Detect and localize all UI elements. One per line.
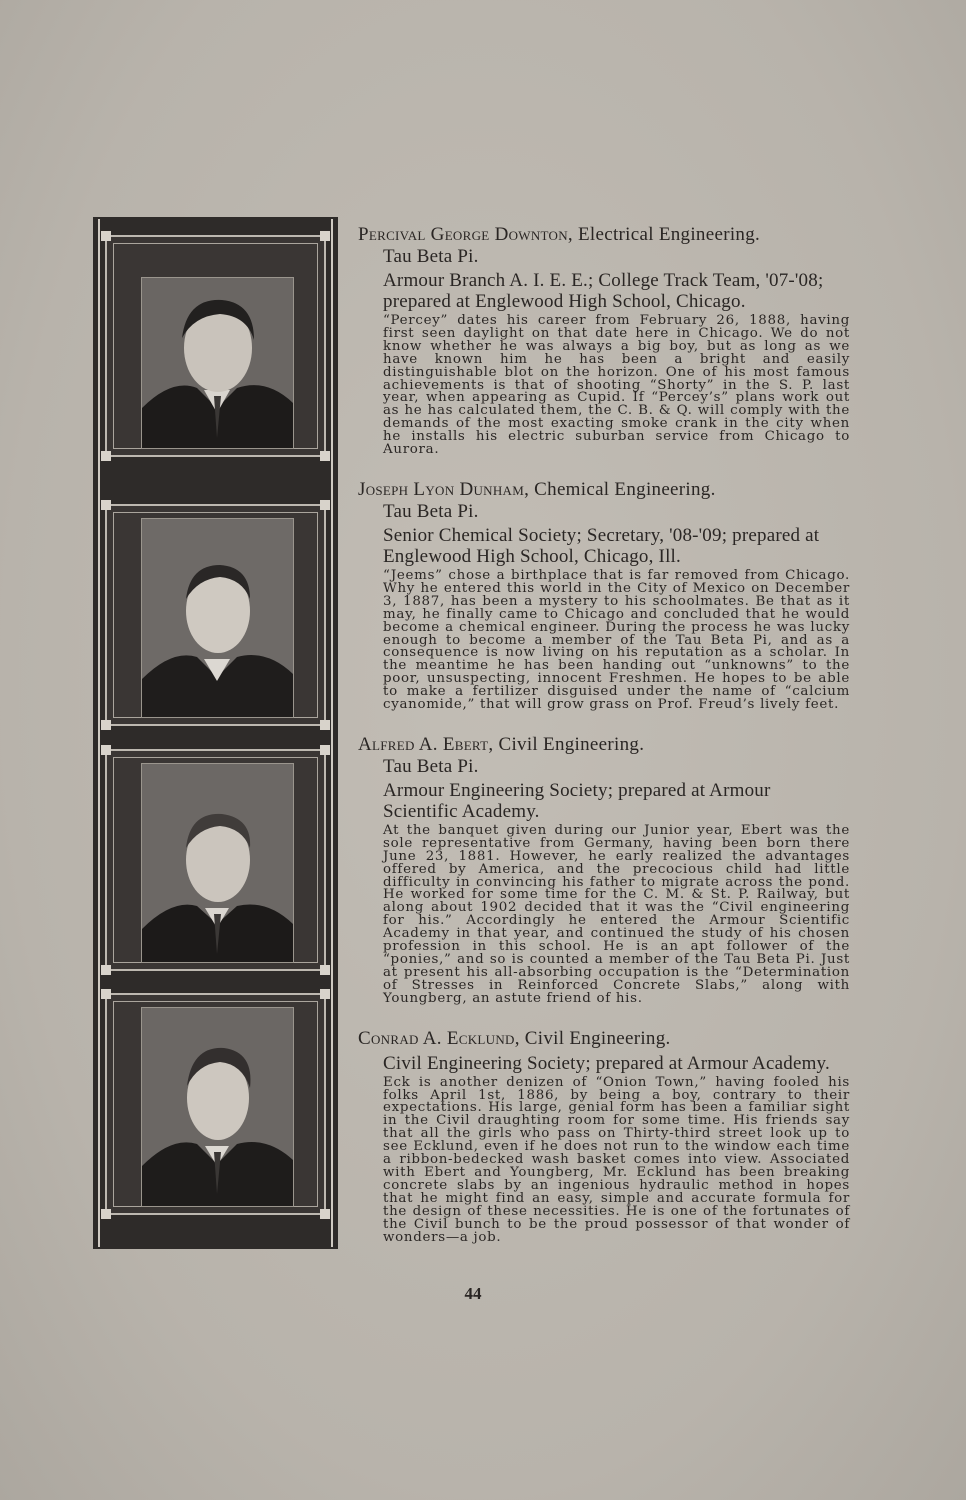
entry-activities: Armour Branch A. I. E. E.; College Track Team, '07-'08; prepared at Englewood High School, Chicago. [383, 270, 824, 312]
entry-name: Percival George Downton [358, 224, 568, 245]
entry-activities: Armour Engineering Society; prepared at Armour Scientific Academy. [383, 779, 771, 822]
portrait-photo [141, 518, 294, 718]
entry-ebert [358, 734, 850, 1006]
entry-department: , Electrical Engineering. [567, 224, 761, 245]
entry-honors: Tau Beta Pi. [383, 500, 479, 522]
portrait-photo [141, 763, 294, 963]
entry-honors: Tau Beta Pi. [383, 755, 479, 777]
portrait-panel-downton [105, 235, 326, 457]
entry-bio: “Jeems” chose a birthplace that is far removed from Chicago. Why he entered this world in the City of Mexico on December 3, 1887, has been a mystery to his schoolmates. Be that as it may, he finally came to Chicago and concluded that he would become a chemical engineer. During the process he was lucky enough to become a member of the Tau Beta Pi, and as a consequence is now living on his reputation as a scholar. In the meantime he has been handing out “unknowns” to the poor, unsuspecting, innocent Freshmen. He hopes to be able to make a fertilizer disguised under the name of “calcium cyanomide,” that will grow grass on Prof. Freud’s lively feet. [383, 567, 850, 713]
portrait-photo [141, 277, 294, 449]
entry-activities: Civil Engineering Society; prepared at Armour Academy. [383, 1052, 830, 1074]
portrait-photo [141, 1007, 294, 1207]
entry-department: , Civil Engineering. [514, 1027, 671, 1049]
entry-name: Joseph Lyon Dunham [358, 478, 525, 500]
entry-name: Conrad A. Ecklund [358, 1027, 515, 1049]
portrait-panel-ebert [105, 749, 326, 971]
entry-heading [358, 734, 850, 756]
entry-department: , Chemical Engineering. [524, 478, 716, 500]
entry-bio: At the banquet given during our Junior year, Ebert was the sole representative from Germany, having been born there June 23, 1881. However, he early realized the advantages offered by America, and the precocious child had little difficulty in convincing his father to migrate across the pond. He worked for some time for the C. M. & St. P. Railway, but along about 1902 decided that it was the “Civil engineering for his.” Accordingly he entered the Armour Scientific Academy in that year, and continued the study of his chosen profession in this school. He is an apt follower of the “ponies,” and so is counted a member of the Tau Beta Pi. Just at present his all-absorbing occupation is the “Determination of Stresses in Reinforced Concrete Slabs,” along with Youngberg, an astute friend of his. [383, 822, 850, 1006]
page-number: 44 [464, 1284, 482, 1303]
entry-honors: Tau Beta Pi. [383, 246, 479, 267]
entry-heading [358, 1028, 850, 1050]
entry-heading [358, 479, 850, 501]
entry-bio: Eck is another denizen of “Onion Town,” having fooled his folks April 1st, 1886, by being a boy, contrary to their expectations. His large, genial form has been a familiar sight in the Civil draughting room for some time. His friends say that all the girls who pass on Thirty-third street look up to see Ecklund, even if he does not run to the window each time a ribbon-bedecked wash basket comes into view. Associated with Ebert and Youngberg, Mr. Ecklund has been breaking concrete slabs by an ingenious hydraulic method in hopes that he might find an easy, simple and accurate formula for the design of these necessities. He is one of the fortunates of the Civil bunch to be the proud possessor of that wonder of wonders—a job. [383, 1074, 850, 1245]
entry-activities: Senior Chemical Society; Secretary, '08-'09; prepared at Englewood High School, Chicago, Ill. [383, 524, 820, 567]
entry-ecklund [358, 1028, 850, 1245]
entries-column [358, 224, 850, 1244]
portrait-panel-dunham [105, 504, 326, 726]
entry-heading [358, 224, 850, 246]
entry-downton [358, 224, 850, 457]
entry-name: Alfred A. Ebert [358, 733, 489, 755]
entry-dunham [358, 479, 850, 712]
portrait-strip [93, 217, 338, 1249]
entry-department: , Civil Engineering. [488, 733, 645, 755]
portrait-panel-ecklund [105, 993, 326, 1215]
entry-bio: “Percey” dates his career from February 26, 1888, having first seen daylight on that date here in Chicago. We do not know whether he was always a big boy, but as long as we have known him he has been a bright and easily distinguishable blot on the horizon. One of his most famous achievements is that of shooting “Shorty” in the S. P. last year, when appearing as Cupid. If “Percey’s” plans work out as he has calculated them, the C. B. & Q. will comply with the demands of the most exacting smoke crank in the city when he installs his electric suburban service from Chicago to Aurora. [383, 313, 850, 458]
